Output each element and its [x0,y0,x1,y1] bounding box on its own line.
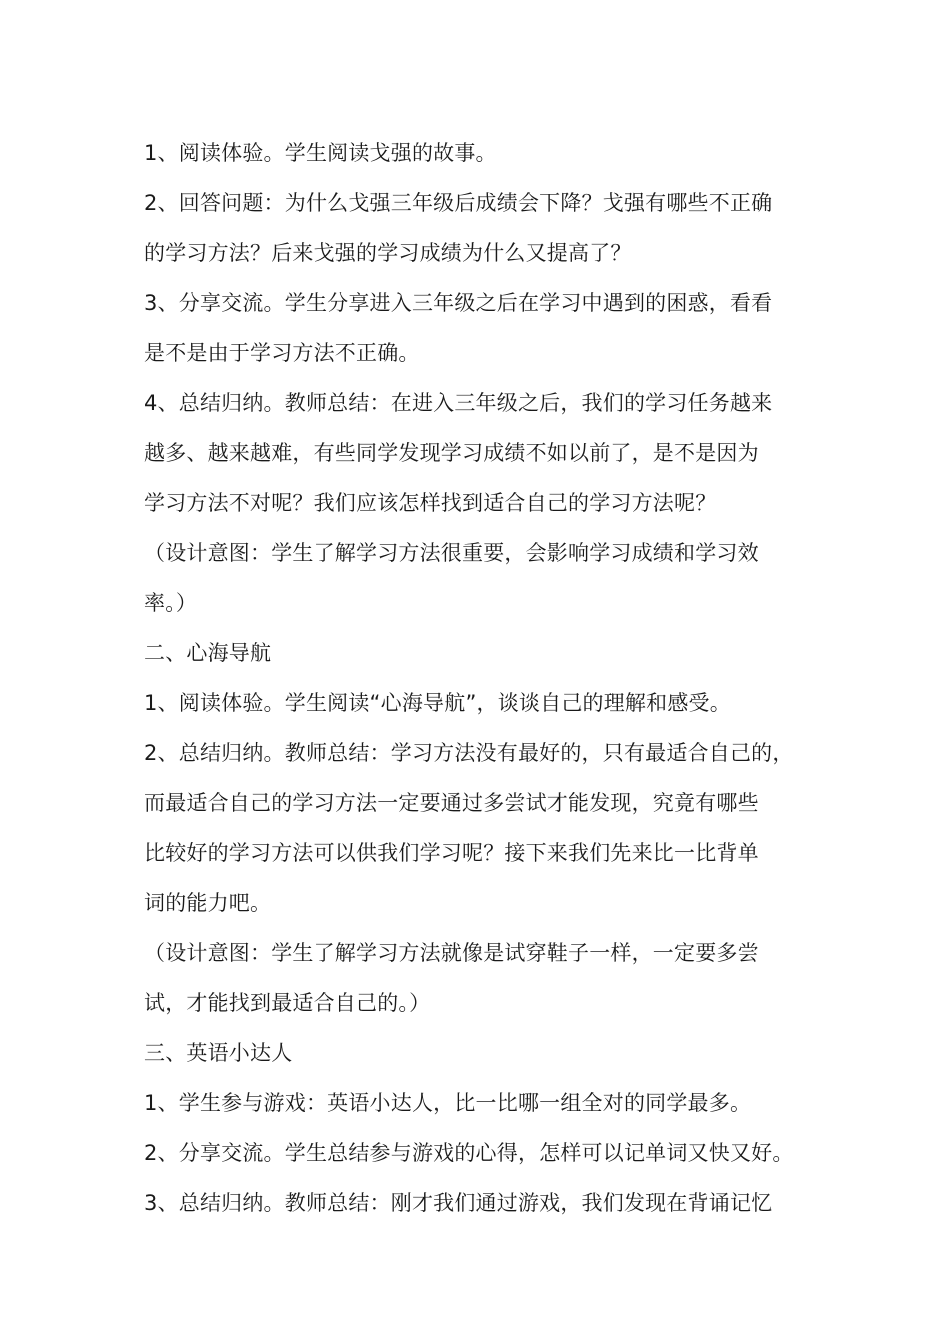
text-line: 2、回答问题：为什么戈强三年级后成绩会下降？戈强有哪些不正确 [144,191,773,215]
text-line: 词的能力吧。 [144,891,272,915]
text-line: 率。） [144,591,198,615]
text-line: 1、学生参与游戏：英语小达人，比一比哪一组全对的同学最多。 [144,1091,752,1115]
text-line: 3、总结归纳。教师总结：刚才我们通过游戏，我们发现在背诵记忆 [144,1191,773,1215]
text-line: 2、分享交流。学生总结参与游戏的心得，怎样可以记单词又快又好。 [144,1141,794,1165]
document-body [144,128,824,1228]
text-line: 学习方法不对呢？我们应该怎样找到适合自己的学习方法呢？ [144,491,717,515]
text-line: 的学习方法？后来戈强的学习成绩为什么又提高了？ [144,241,632,265]
section-heading: 二、心海导航 [144,641,272,665]
text-line: 3、分享交流。学生分享进入三年级之后在学习中遇到的困惑，看看 [144,291,773,315]
text-line: 越多、越来越难，有些同学发现学习成绩不如以前了，是不是因为 [144,441,759,465]
text-line: 试，才能找到最适合自己的。） [144,991,431,1015]
text-line: 是不是由于学习方法不正确。 [144,341,420,365]
text-line: 而最适合自己的学习方法一定要通过多尝试才能发现，究竟有哪些 [144,791,759,815]
text-line: 4、总结归纳。教师总结：在进入三年级之后，我们的学习任务越来 [144,391,773,415]
section-heading: 三、英语小达人 [144,1041,293,1065]
text-line: 1、阅读体验。学生阅读戈强的故事。 [144,141,497,165]
text-line: （设计意图：学生了解学习方法很重要，会影响学习成绩和学习效 [144,541,759,565]
text-line: 2、总结归纳。教师总结：学习方法没有最好的，只有最适合自己的， [144,741,794,765]
text-line: （设计意图：学生了解学习方法就像是试穿鞋子一样，一定要多尝 [144,941,759,965]
text-line: 1、阅读体验。学生阅读“心海导航”，谈谈自己的理解和感受。 [144,691,731,715]
text-line: 比较好的学习方法可以供我们学习呢？接下来我们先来比一比背单 [144,841,759,865]
